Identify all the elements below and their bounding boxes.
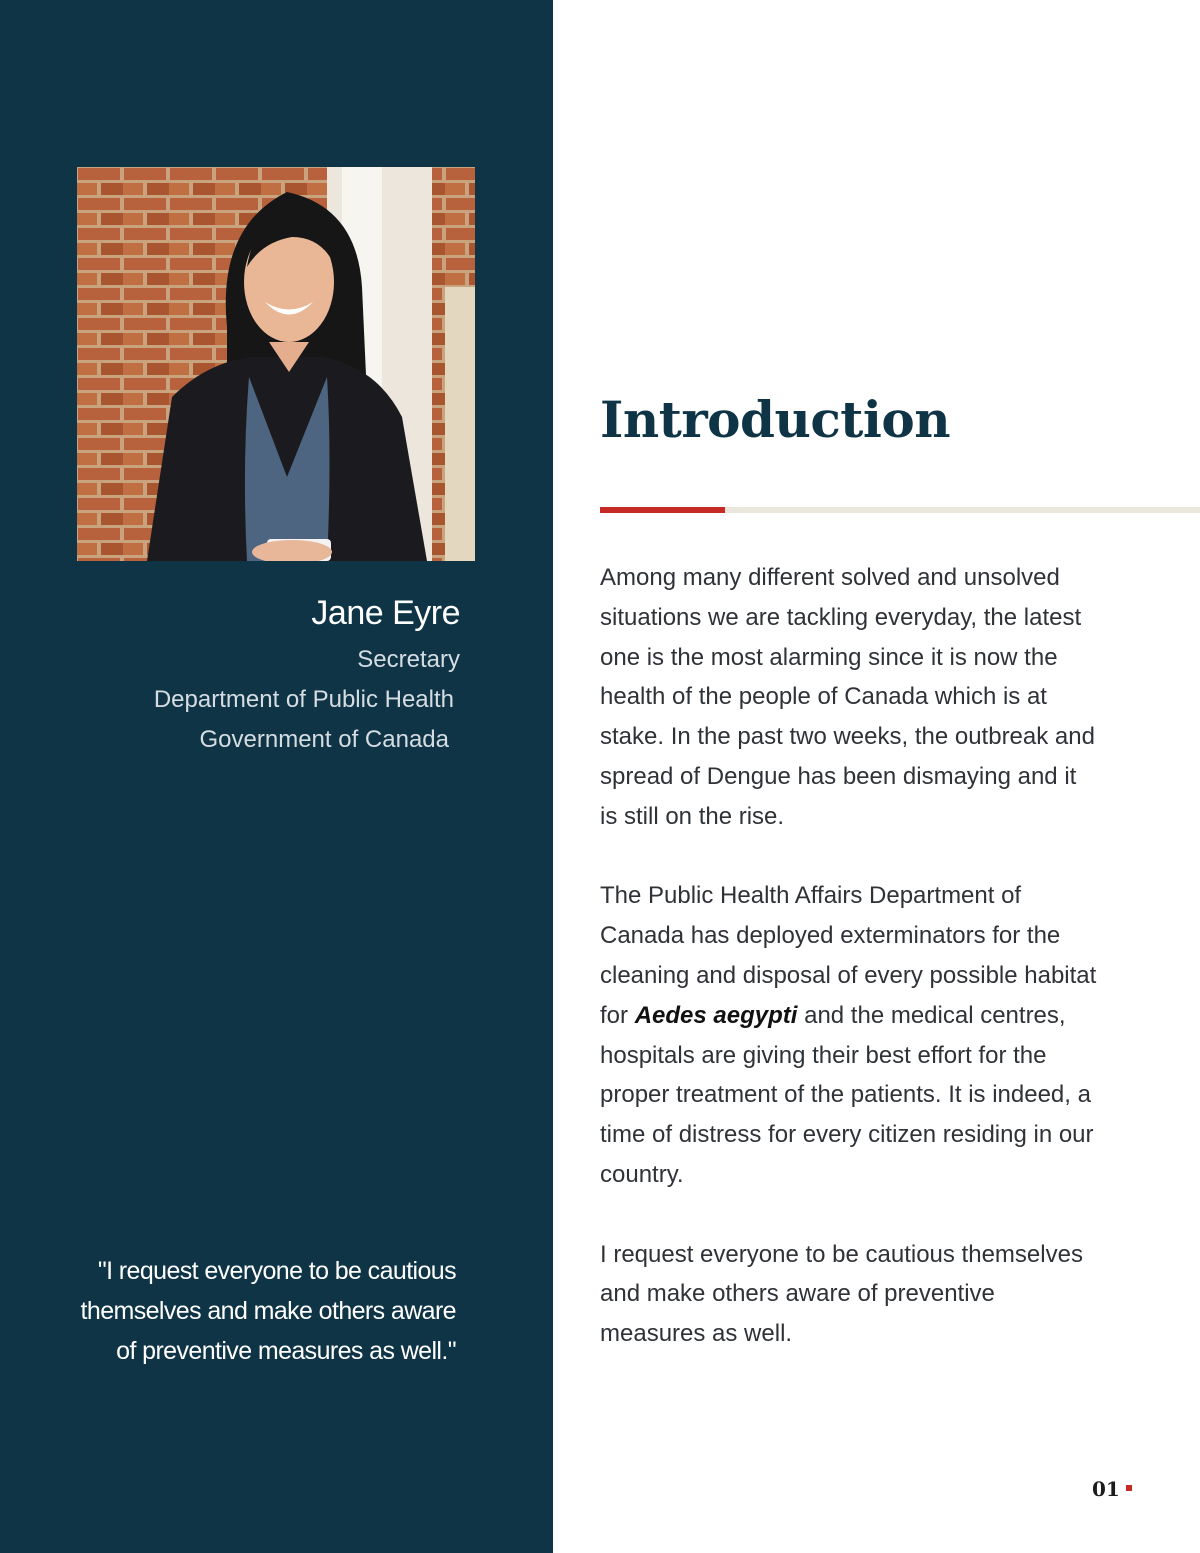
divider-line xyxy=(725,507,1200,513)
page-number: 01 xyxy=(1092,1477,1120,1501)
introduction-body xyxy=(600,558,1100,1394)
page-title: Introduction xyxy=(600,390,951,449)
portrait-photo xyxy=(77,167,475,561)
paragraph-2-after: and the medical centres, hospitals are giving their best effort for the proper treatment of the patients. It is indeed, a time of distress for every citizen residing in our country. xyxy=(600,1001,1094,1188)
divider-accent xyxy=(600,507,725,513)
profile-block xyxy=(60,590,460,760)
portrait-illustration xyxy=(77,167,475,561)
sidebar-panel xyxy=(0,0,553,1553)
paragraph-2 xyxy=(600,876,1100,1194)
paragraph-1: Among many different solved and unsolved situations we are tackling everyday, the latest one is the most alarming since it is now the health of the people of Canada which is at stake. In the past two weeks, the outbreak and spread of Dengue has been dismaying and it is still on the rise. xyxy=(600,564,1095,830)
profile-role: Secretary xyxy=(357,646,460,673)
pull-quote: "I request everyone to be cautious themselves and make others aware of preventive measures as well." xyxy=(80,1257,456,1365)
title-divider xyxy=(600,507,1200,513)
profile-name: Jane Eyre xyxy=(311,594,460,632)
paragraph-2-before: The Public Health Affairs Department of Canada has deployed exterminators for the cleaning and disposal of every possible habitat for xyxy=(600,882,1097,1029)
species-name: Aedes aegypti xyxy=(634,1001,798,1029)
page-marker xyxy=(1126,1485,1132,1491)
paragraph-3: I request everyone to be cautious themselves and make others aware of preventive measures as well. xyxy=(600,1240,1083,1348)
profile-organization: Government of Canada xyxy=(199,726,449,753)
profile-department: Department of Public Health xyxy=(153,686,454,713)
